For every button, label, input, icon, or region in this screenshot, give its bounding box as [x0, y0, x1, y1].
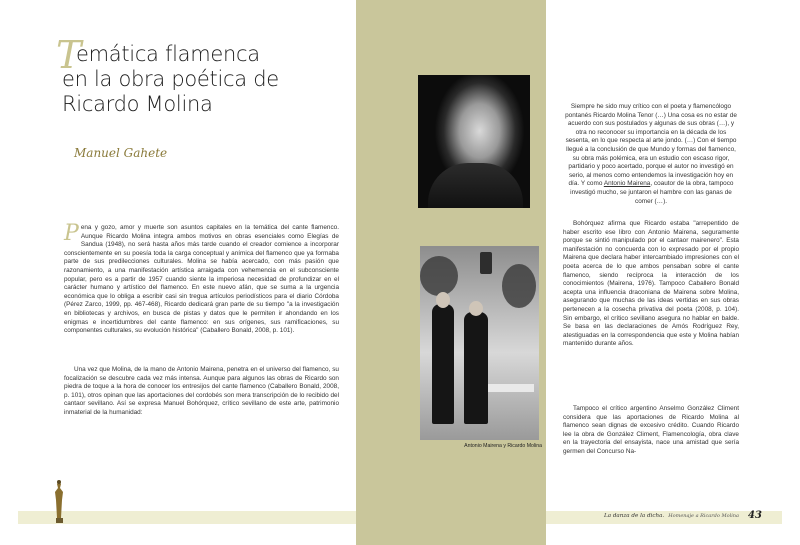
- right-paragraph-3: [563, 405, 739, 457]
- page-number: 43: [748, 510, 762, 521]
- quote-text-a: Siempre he sido muy crítico con el poeta y flamencólogo pontanés Ricardo Molina Tenor (…) Una cosa es no estar de acuerdo con sus postulados y algunas de sus obras (…), y otra no reconocer su importancia en la década de los sesenta, en lo que respecta al arte jondo. (…) Con el tiempo llegué a la conclusión de que Mundo y formas del flamenco, su obra más polémica, era un estudio con escaso rigor, partidario y poco acertado, porque el autor no investigó en serio, al menos como entendemos la investigación hoy en día. Y como: [565, 103, 737, 188]
- quote-text-b: , coautor de la obra, tampoco investigó mucho, se juntaron el hambre con las ganas de comer (…).: [570, 180, 734, 205]
- title-line-3: Ricardo Molina: [62, 92, 213, 116]
- figure-right: [464, 312, 488, 424]
- plant-shape: [420, 256, 458, 296]
- plant-shape: [502, 264, 536, 308]
- footer-running-title: [604, 513, 739, 519]
- footer-bar-left: [18, 511, 356, 524]
- block-quote: [563, 103, 739, 206]
- right-paragraph-2: [563, 220, 739, 349]
- table-shape: [488, 384, 534, 392]
- footer-magazine: La danza de la dicha.: [604, 513, 665, 519]
- head-right: [469, 301, 483, 316]
- photo-caption: Antonio Mairena y Ricardo Molina: [464, 443, 542, 449]
- portrait-photo: [418, 75, 530, 208]
- drop-cap: P: [64, 221, 79, 246]
- title-line-1: emática flamenca: [76, 42, 260, 66]
- left-paragraph-1: [64, 221, 339, 336]
- title-line-2: en la obra poética de: [62, 67, 279, 91]
- footer-subtitle: Homenaje a Ricardo Molina: [668, 513, 740, 519]
- right-paragraph-3-text: Tampoco el crítico argentino Anselmo González Climent considera que las aportaciones de Ricardo Molina al flamenco sean dignas de excesivo crédito. Cuando Ricardo lee la obra de González Climent, Flamencología, obra clave en la trayectoria del ensayista, nace una amistad que sería germen del Concurso Na-: [563, 405, 739, 455]
- left-paragraph-2: [64, 366, 339, 418]
- right-paragraph-2-text: Bohórquez afirma que Ricardo estaba "arrepentido de haber escrito ese libro con Antonio Mairena, seguramente porque se sintió manipulado por el cantaor mairenero". Esta manifestación no concuerda con lo expresado por el propio Mairena que declara haber intercambiado impresiones con el poeta acerca de lo que ambos pensaban sobre el cante flamenco, siendo recíproca la interacción de los conocimientos (Mairena, 1976). Tampoco Caballero Bonald acepta una influencia draconiana de Mairena sobre Molina, asegurando que muchas de las ideas vertidas en sus obras pertenecen a la cosecha privativa del poeta (2008, p. 104). Sin embargo, el crítico sevillano asegura no hablar en balde. Se basa en las declaraciones de Amós Rodríguez Rey, atestiguadas en la correspondencia que este y Molina habían mantenido durante años.: [563, 220, 739, 348]
- lantern-shape: [480, 252, 492, 274]
- left-paragraph-2-text: Una vez que Molina, de la mano de Antonio Mairena, penetra en el universo del flamenco, su focalización se descubre cada vez más intensa. Aunque para algunos las obras de Ricardo son piedra de toque a la hora de conocer los entresijos del cante flamenco (Caballero Bonald, 2008, p. 101), otros opinan que las aportaciones del cordobés son mera transcripción de lo recibido del cantaor sevillano. Así se expresa Manuel Bohórquez, crítico sevillano de este arte, patrimonio inmaterial de la humanidad:: [64, 366, 339, 416]
- left-paragraph-1-text: ena y gozo, amor y muerte son asuntos capitales en la temática del cante flamenco. Aunque Ricardo Molina integra ambos motivos en obras esenciales como Elegías de Sandua (1948), no será hasta años más tarde cuando el creador comience a incorporar conscientemente en su poesía toda la carga conceptual y anímica del flamenco que ya formaba parte de sus predilecciones culturales. Molina se había acercado, con más pasión que razonamiento, a una manifestación artística arraigada con vehemencia en el subconsciente popular, pero es a partir de 1957 cuando siente la imperiosa necesidad de profundizar en el carácter humano y artístico del flamenco. En este nuevo afán, que se suma a la urgencia económica que lo obliga a escribir casi sin tregua artículos periodísticos para el diario Córdoba (Pérez Zarco, 1999, pp. 467-468), Ricardo dedicará gran parte de su tiempo "a la investigación en bibliotecas y archivos, en busca de pistas y datos que le permiten ir ahondando en los enigmas e incertidumbres del cante flamenco: en sus orígenes, sus ramificaciones, su componentes culturales, su evolución histórica" (Caballero Bonald, 2008, p. 101).: [64, 224, 339, 335]
- group-photo: [420, 246, 539, 440]
- author-name: Manuel Gahete: [74, 146, 168, 160]
- head-left: [436, 292, 450, 308]
- portrait-suit: [428, 163, 523, 208]
- title-initial: T: [56, 33, 82, 77]
- figure-left: [432, 304, 454, 424]
- figurine-icon: [52, 478, 66, 524]
- quote-link[interactable]: Antonio Mairena: [603, 180, 651, 188]
- article-title: [56, 33, 342, 117]
